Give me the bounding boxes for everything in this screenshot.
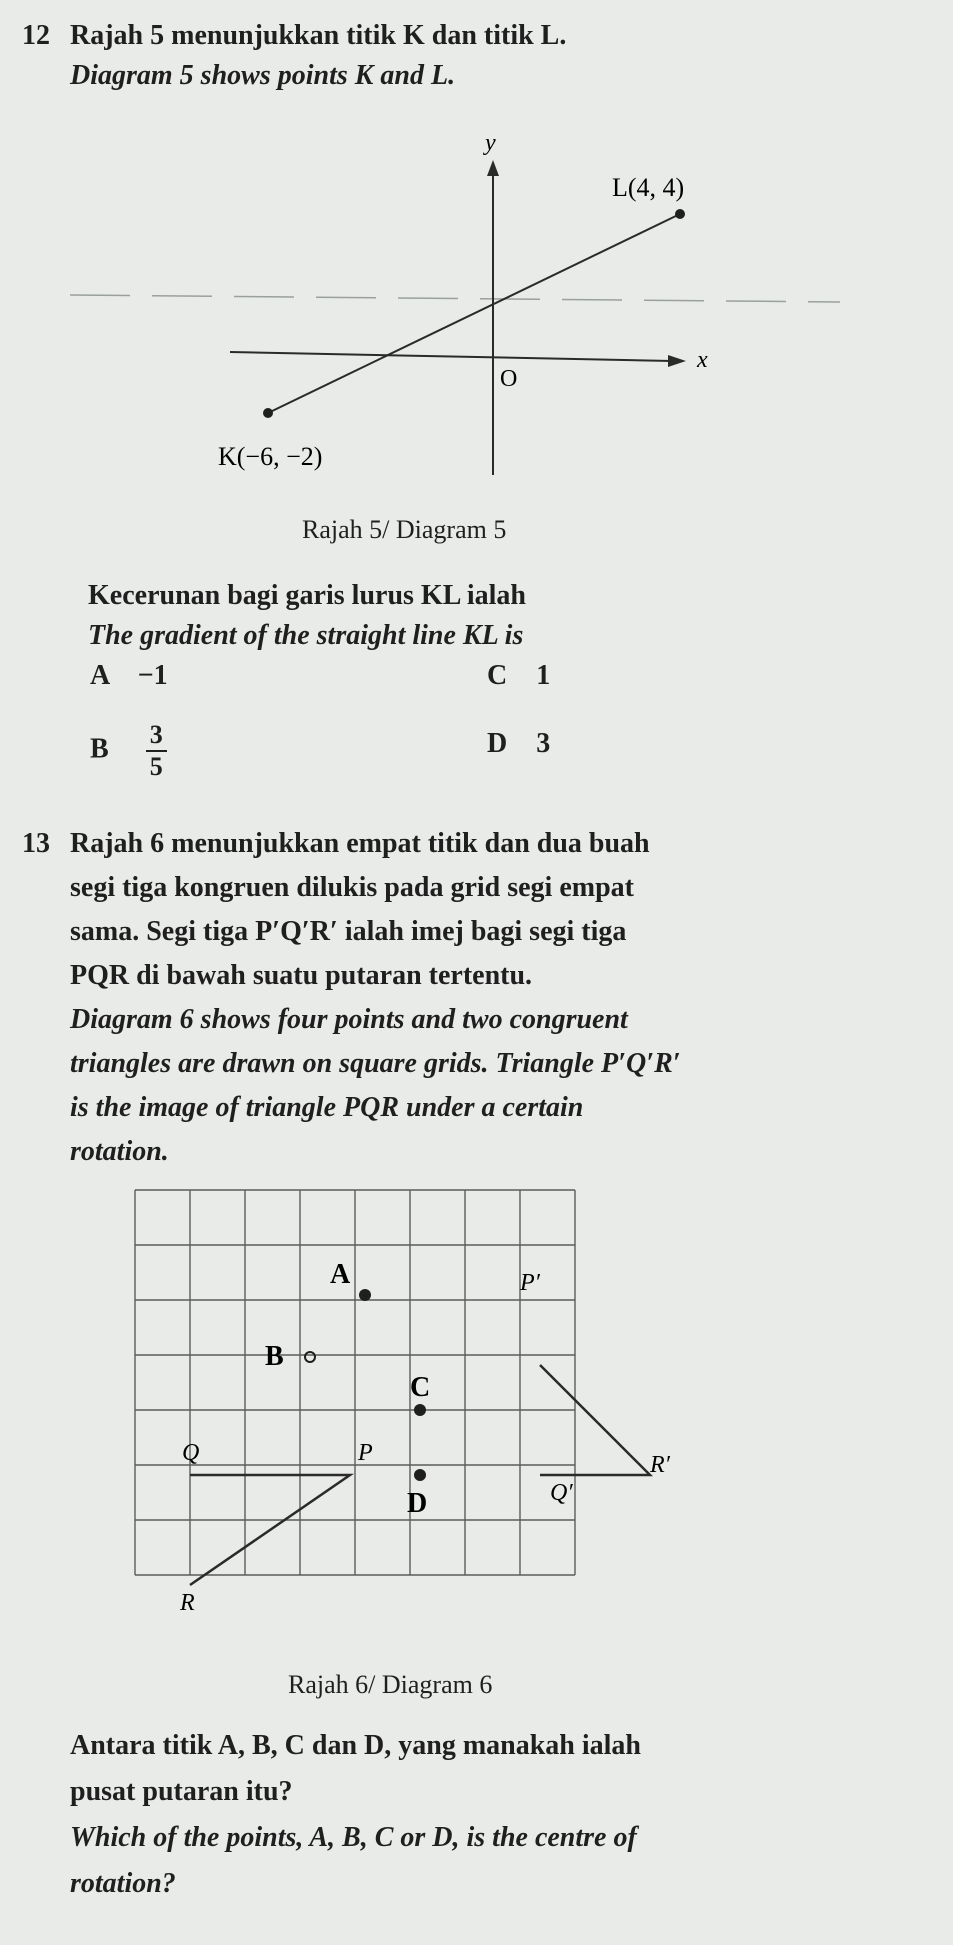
option-b-numerator: 3: [146, 720, 167, 752]
q12-prompt-english: The gradient of the straight line KL is: [88, 620, 524, 651]
y-axis-label: y: [485, 130, 496, 156]
diagram-5-caption: Rajah 5/ Diagram 5: [302, 515, 507, 544]
point-c: [414, 1404, 426, 1416]
q13-ask-english-line-2: rotation?: [70, 1868, 176, 1899]
question-13-number: 13: [22, 828, 50, 859]
diagram-5: [0, 0, 953, 520]
label-c: C: [410, 1372, 431, 1403]
label-b: B: [265, 1341, 284, 1372]
triangle-p-prime-q-prime-r-prime: [540, 1365, 650, 1475]
x-axis-label: x: [697, 347, 708, 373]
q13-ask-malay-line-2: pusat putaran itu?: [70, 1776, 293, 1807]
point-d: [414, 1469, 426, 1481]
line-kl: [268, 214, 680, 413]
y-axis-arrow: [487, 160, 499, 176]
option-b[interactable]: [90, 720, 167, 782]
option-b-letter: B: [90, 733, 109, 765]
faint-print-line: [70, 295, 840, 302]
diagram-6: [0, 1170, 953, 1670]
point-l: [675, 209, 685, 219]
point-l-label: L(4, 4): [612, 173, 685, 202]
square-grid: [135, 1190, 575, 1575]
x-axis-arrow: [668, 355, 686, 367]
point-a: [359, 1289, 371, 1301]
label-r-prime: R′: [650, 1452, 670, 1478]
option-b-denominator: 5: [149, 752, 163, 781]
q13-en-line-3: is the image of triangle PQR under a certain: [70, 1092, 584, 1123]
option-a[interactable]: [90, 660, 168, 692]
q13-ms-line-2: segi tiga kongruen dilukis pada grid segi empat: [70, 872, 634, 903]
option-c[interactable]: [487, 660, 550, 692]
option-a-value: −1: [137, 660, 168, 691]
q13-ms-line-1: Rajah 6 menunjukkan empat titik dan dua buah: [70, 828, 650, 859]
label-p-prime: P′: [520, 1270, 540, 1296]
x-axis: [230, 352, 672, 361]
q13-en-line-1: Diagram 6 shows four points and two congruent: [70, 1004, 628, 1035]
q13-ms-line-4: PQR di bawah suatu putaran tertentu.: [70, 960, 533, 991]
q13-ms-line-3: sama. Segi tiga P′Q′R′ ialah imej bagi segi tiga: [70, 916, 627, 947]
origin-label: O: [500, 366, 518, 392]
option-a-letter: A: [90, 660, 109, 691]
q12-text-english: Diagram 5 shows points K and L.: [70, 60, 456, 91]
label-a: A: [330, 1259, 351, 1290]
label-r: R: [180, 1590, 195, 1616]
triangle-pqr: [190, 1475, 350, 1585]
option-c-value: 1: [536, 660, 551, 691]
option-d[interactable]: [487, 728, 550, 760]
q12-prompt-malay: Kecerunan bagi garis lurus KL ialah: [88, 580, 526, 611]
option-d-value: 3: [536, 728, 551, 759]
option-d-letter: D: [487, 728, 508, 759]
label-q-prime: Q′: [550, 1480, 573, 1506]
q13-ask-english-line-1: Which of the points, A, B, C or D, is the centre of: [70, 1822, 637, 1853]
diagram-6-caption: Rajah 6/ Diagram 6: [288, 1670, 493, 1699]
label-p: P: [358, 1440, 373, 1466]
q13-en-line-4: rotation.: [70, 1136, 169, 1167]
point-k: [263, 408, 273, 418]
label-d: D: [407, 1488, 428, 1519]
q13-en-line-2: triangles are drawn on square grids. Triangle P′Q′R′: [70, 1048, 681, 1079]
point-k-label: K(−6, −2): [218, 442, 323, 471]
point-b: [305, 1352, 315, 1362]
option-b-fraction: [146, 720, 167, 782]
q13-ask-malay-line-1: Antara titik A, B, C dan D, yang manakah ialah: [70, 1730, 642, 1761]
option-c-letter: C: [487, 660, 508, 691]
label-q: Q: [182, 1440, 200, 1466]
q12-text-malay: Rajah 5 menunjukkan titik K dan titik L.: [70, 20, 567, 51]
question-12-number: 12: [22, 20, 50, 51]
